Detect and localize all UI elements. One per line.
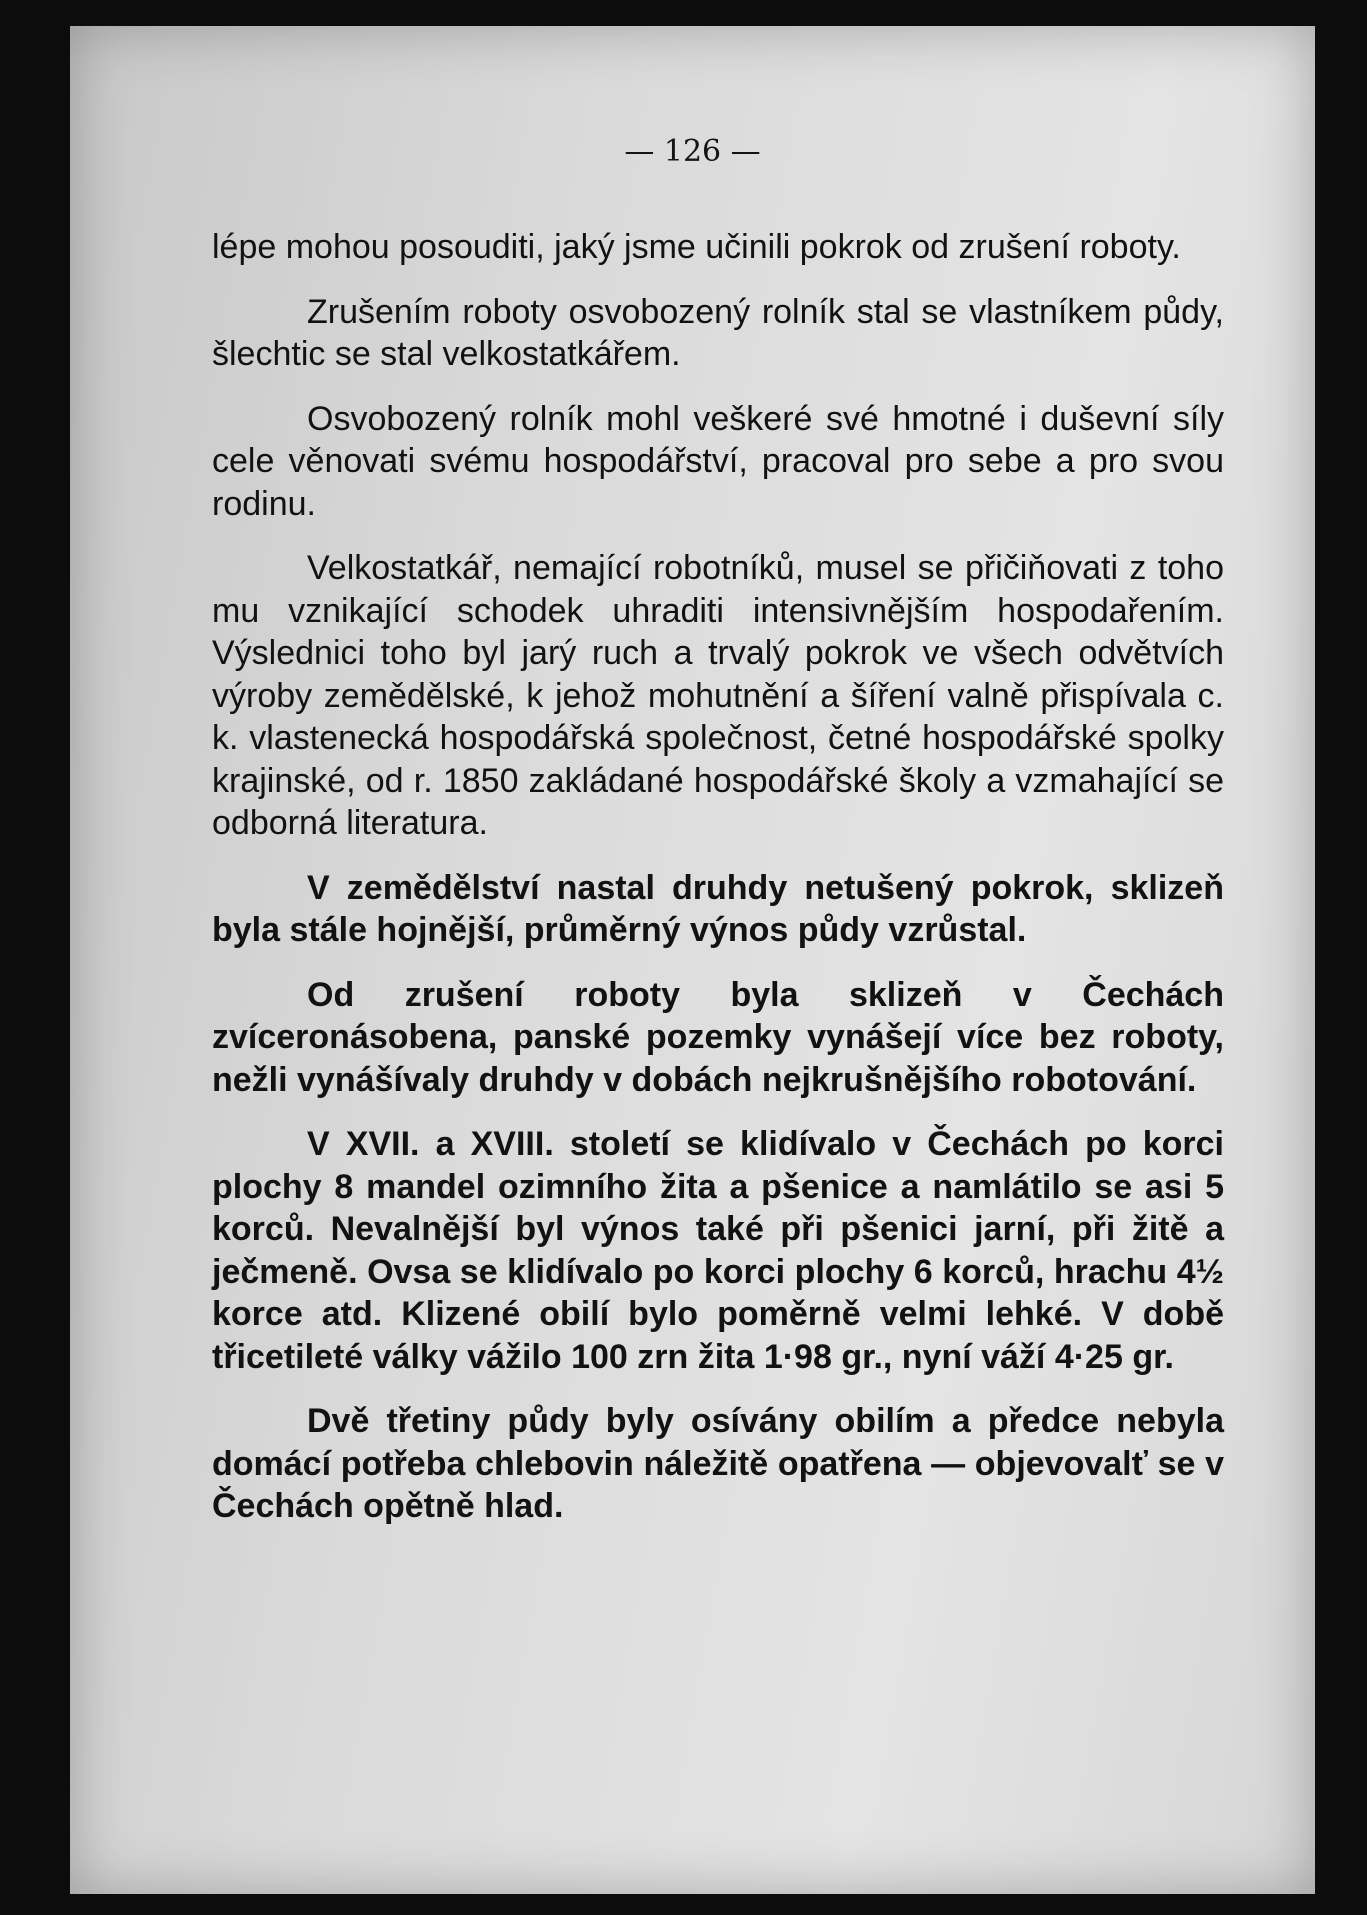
paragraph-8: Dvě třetiny půdy byly osívány obilím a předce nebyla domácí potřeba chlebovin náležitě opatřena — objevovalť se v Čechách opětně hlad. (212, 1402, 1224, 1525)
book-page (70, 26, 1315, 1894)
paragraph-6: Od zrušení roboty byla sklizeň v Čechách zvíceronásobena, panské pozemky vynášejí více bez roboty, nežli vynášívaly druhdy v dobách nejkrušnějšího robotování. (212, 975, 1224, 1099)
paragraph-1: lépe mohou posouditi, jaký jsme učinili pokrok od zrušení roboty. (212, 228, 1181, 266)
paragraph-4: Velkostatkář, nemající robotníků, musel se přičiňovati z toho mu vznikající schodek uhraditi intensivnějším hospodařením. Výslednici toho byl jarý ruch a trvalý pokrok ve všech odvětvích výroby zemědělské, k jehož mohutnění a šíření valně přispívala c. k. vlastenecká hospodářská společnost, četné hospodářské spolky krajinské, od r. 1850 zakládané hospodářské školy a vzmahající se odborná literatura. (212, 549, 1224, 842)
paragraph-3: Osvobozený rolník mohl veškeré své hmotné i duševní síly cele věnovati svému hospodářství, pracoval pro sebe a pro svou rodinu. (212, 399, 1224, 523)
paragraph-7: V XVII. a XVIII. století se klidívalo v Čechách po korci plochy 8 mandel ozimního žita a pšenice a namlátilo se asi 5 korců. Nevalnější byl výnos také při pšenici jarní, při žitě a ječmeně. Ovsa se klidívalo po korci plochy 6 korců, hrachu 4½ korce atd. Klizené obilí bylo poměrně velmi lehké. V době třicetileté války vážilo 100 zrn žita 1·98 gr., nyní váží 4·25 gr. (212, 1125, 1224, 1376)
page-text (212, 226, 1224, 1550)
paragraph-5: V zemědělství nastal druhdy netušený pokrok, sklizeň byla stále hojnější, průměrný výnos půdy vzrůstal. (212, 868, 1224, 949)
paragraph-2: Zrušením roboty osvobozený rolník stal se vlastníkem půdy, šlechtic se stal velkostatkářem. (212, 292, 1224, 373)
page-number: — 126 — (624, 134, 761, 169)
